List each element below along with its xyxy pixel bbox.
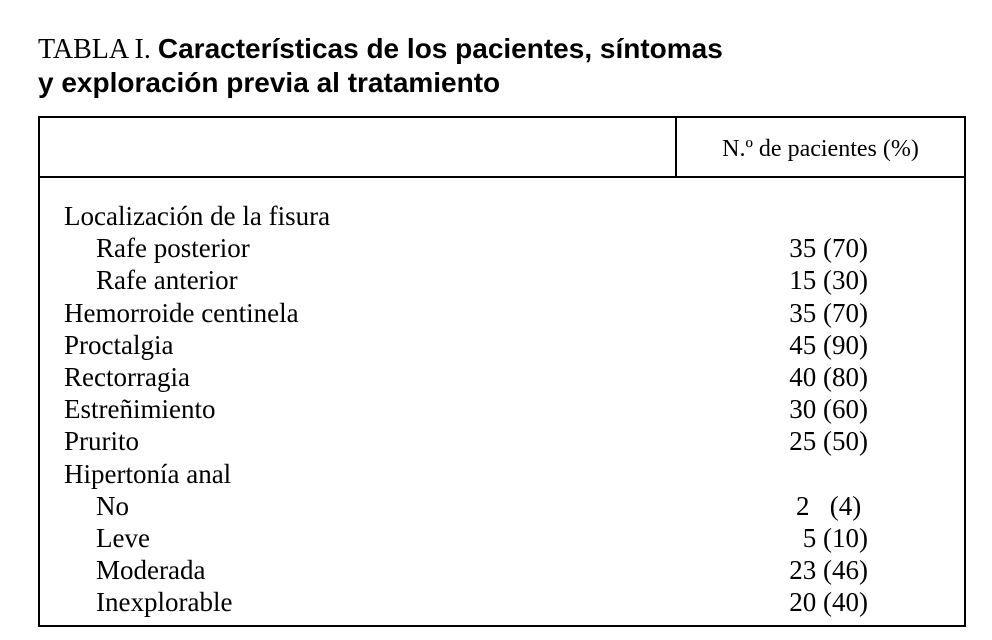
table-row: [40, 232, 964, 264]
row-value: 23 (46): [789, 555, 868, 586]
table-header-row: [40, 118, 964, 178]
row-label: Proctalgia: [64, 329, 174, 360]
row-value: 25 (50): [789, 426, 868, 457]
header-patients-count: N.º de pacientes (%): [722, 136, 919, 162]
table-row: [40, 458, 964, 490]
row-value: 35 (70): [789, 297, 868, 328]
row-label: No: [96, 490, 129, 521]
table-row: [40, 425, 964, 457]
row-value: 30 (60): [789, 394, 868, 425]
table-row: [40, 361, 964, 393]
table-row: [40, 297, 964, 329]
table-caption: [38, 32, 958, 100]
row-label: Leve: [96, 522, 150, 553]
row-label: Rafe anterior: [96, 265, 238, 296]
table-title-line-1: Características de los pacientes, síntomas: [157, 33, 723, 64]
row-label: Moderada: [96, 555, 206, 586]
table-row: [40, 264, 964, 296]
row-label: Inexplorable: [96, 587, 233, 618]
row-value: 15 (30): [789, 265, 868, 296]
row-label: Estreñimiento: [64, 394, 216, 425]
row-label: Hipertonía anal: [64, 458, 232, 489]
table-title-line-2: y exploración previa al tratamiento: [38, 67, 501, 98]
row-value: 45 (90): [789, 329, 868, 360]
row-label: Rafe posterior: [96, 233, 250, 264]
table-row: [40, 554, 964, 586]
table-number: TABLA I.: [38, 34, 151, 65]
table-row: [40, 490, 964, 522]
row-value: 40 (80): [789, 361, 868, 392]
row-value: 5 (10): [802, 522, 868, 553]
row-label: Localización de la fisura: [64, 201, 331, 231]
table-row: [40, 586, 964, 618]
row-label: Prurito: [64, 426, 140, 457]
table-body: [40, 200, 964, 618]
row-value: 20 (40): [789, 587, 868, 618]
table-row: [40, 393, 964, 425]
table-row: [40, 200, 964, 232]
data-table: [38, 116, 966, 627]
row-value: 2 (4): [796, 490, 868, 521]
row-label: Hemorroide centinela: [64, 297, 299, 328]
row-value: 35 (70): [789, 233, 868, 264]
table-row: [40, 329, 964, 361]
row-label: Rectorragia: [64, 361, 190, 392]
table-row: [40, 522, 964, 554]
